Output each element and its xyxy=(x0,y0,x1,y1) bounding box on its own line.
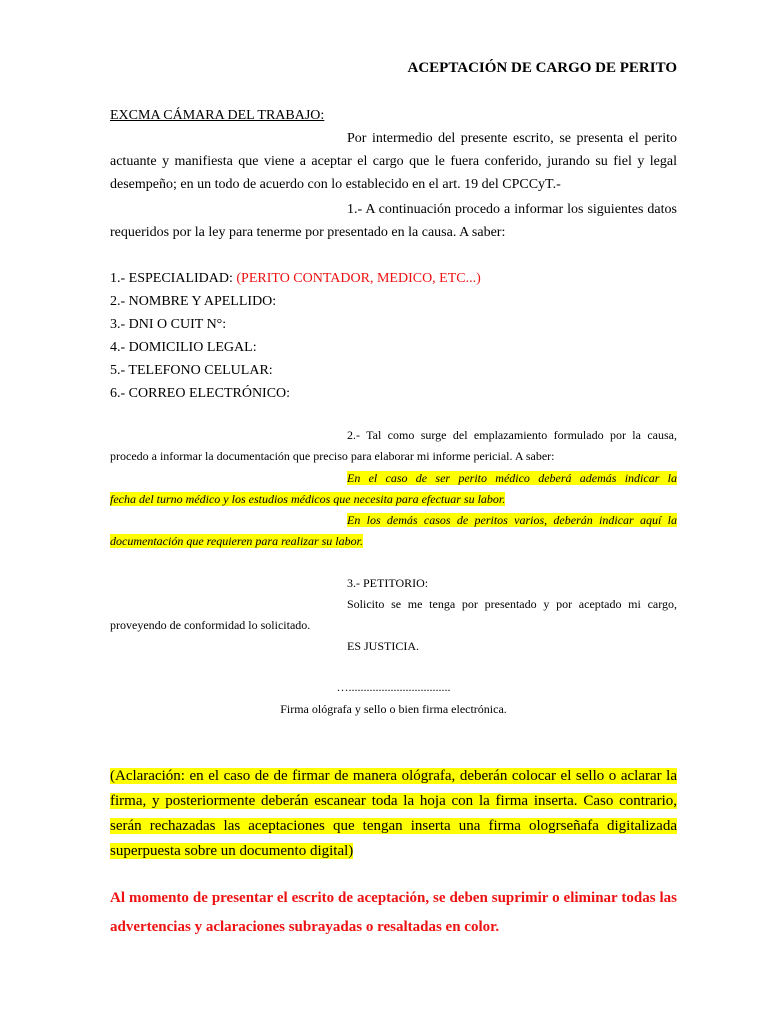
warning-note: Al momento de presentar el escrito de aceptación, se deben suprimir o eliminar todas las advertencias y aclaraciones subrayadas o resaltadas en color. xyxy=(110,890,677,935)
list-item-nombre: 2.- NOMBRE Y APELLIDO: xyxy=(110,294,277,309)
list-item-correo: 6.- CORREO ELECTRÓNICO: xyxy=(110,386,291,401)
signature-line: ….................................. xyxy=(336,680,451,694)
signature-caption: Firma ológrafa y sello o bien firma electrónica. xyxy=(280,702,507,716)
especialidad-value: (PERITO CONTADOR, MEDICO, ETC...) xyxy=(236,271,481,286)
clarification-note xyxy=(110,764,677,864)
required-data-list xyxy=(110,267,481,405)
intro-paragraph-1: Por intermedio del presente escrito, se presenta el perito actuante y manifiesta que viene a aceptar el cargo que le fuera conferido, jurando su fiel y legal desempeño; en un todo de acuerdo con lo establecido en el art. 19 del CPCCyT.- xyxy=(110,131,677,192)
highlight-medical-line-2: fecha del turno médico y los estudios médicos que necesita para efectuar su labor. xyxy=(110,492,506,506)
section-2-paragraph: 2.- Tal como surge del emplazamiento formulado por la causa, procedo a informar la documentación que preciso para elaborar mi informe pericial. A saber: xyxy=(110,428,677,463)
addressee: EXCMA CÁMARA DEL TRABAJO: xyxy=(110,108,325,123)
especialidad-label: 1.- ESPECIALIDAD: xyxy=(110,271,233,286)
highlight-other-line-2: documentación que requieren para realizar su labor. xyxy=(110,534,363,548)
list-item-especialidad xyxy=(110,267,481,290)
list-item-telefono: 5.- TELEFONO CELULAR: xyxy=(110,363,273,378)
closing-es-justicia: ES JUSTICIA. xyxy=(347,639,420,653)
petitorio-heading: 3.- PETITORIO: xyxy=(347,576,429,590)
document-title: ACEPTACIÓN DE CARGO DE PERITO xyxy=(407,60,677,76)
petitorio-paragraph: Solicito se me tenga por presentado y por aceptado mi cargo, proveyendo de conformidad lo solicitado. xyxy=(110,597,677,632)
highlight-other-line-1: En los demás casos de peritos varios, deberán indicar aquí la xyxy=(347,513,677,527)
list-item-domicilio: 4.- DOMICILIO LEGAL: xyxy=(110,340,257,355)
highlight-medical-line-1: En el caso de ser perito médico deberá además indicar la xyxy=(347,471,677,485)
clarification-text: (Aclaración: en el caso de de firmar de manera ológrafa, deberán colocar el sello o aclarar la firma, y posteriormente deberán escanear toda la hoja con la firma inserta. Caso contrario, serán rechazadas las aceptaciones que tengan inserta una firma ologrseñafa digitalizada superpuesta sobre un documento digital) xyxy=(110,768,677,859)
list-item-dni: 3.- DNI O CUIT N°: xyxy=(110,317,227,332)
intro-paragraph-2: 1.- A continuación procedo a informar los siguientes datos requeridos por la ley para tenerme por presentado en la causa. A saber: xyxy=(110,202,677,240)
